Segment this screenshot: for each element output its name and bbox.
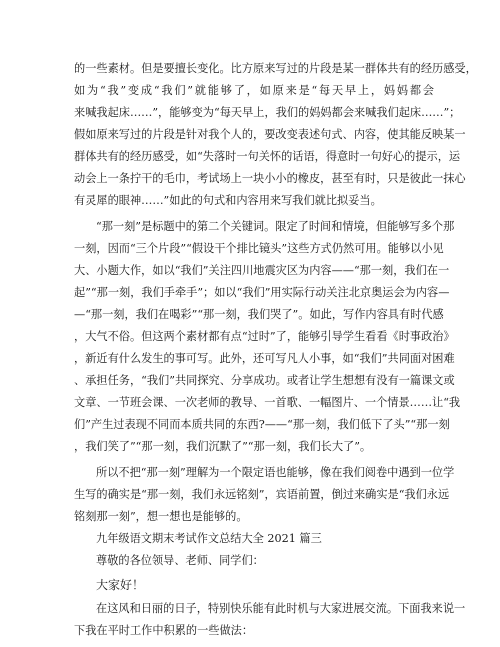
text-line: 、承担任务，“我们”共同探究、分享成功。或者让学生想想有没有一篇课文或 <box>74 374 455 387</box>
text-line: ，大气不俗。但这两个素材都有点“过时”了，能够引导学生看看《时事政治》 <box>74 330 455 343</box>
text-line: 铭刻那一刻”，想一想也是能够的。 <box>74 510 248 523</box>
text-line: 所以不把“那一刻”理解为一个限定语也能够，像在我们阅卷中遇到一位学 <box>96 466 455 479</box>
text-line: 有灵犀的眼神……”如此的句式和内容用来写我们就比拟妥当。 <box>74 194 382 207</box>
text-line: 生写的确实是“那一刻，我们永远铭刻”，宾语前置，倒过来确实是“我们永远 <box>74 488 450 501</box>
text-line: 文章、一节班会课、一次老师的教导、一首歌、一幅图片、一个情景……让“我 <box>74 396 461 409</box>
salutation: 尊敬的各位领导、老师、同学们： <box>96 554 264 567</box>
text-line: 来喊我起床……”，能够变为“每天早上，我们的妈妈都会来喊我们起床……”； <box>74 106 461 119</box>
text-line: 下我在平时工作中积累的一些做法： <box>74 624 254 637</box>
text-line: 一刻，因而“三个片段”“假设干个排比镜头”这些方式仍然可用。能够以小见 <box>74 242 444 255</box>
text-line: 们”产生过表现不同而本质共同的东西?——“那一刻，我们低下了头”“那一刻 <box>74 418 450 431</box>
text-line: ，新近有什么发生的事可写。此外，还可写凡人小事，如“我们”共同面对困难 <box>74 352 455 365</box>
text-line: “那一刻”是标题中的第二个关键词。限定了时间和情境，但能够写多个那 <box>96 220 455 233</box>
text-line: ，我们笑了”“那一刻，我们沉默了”“那一刻，我们长大了”。 <box>74 440 372 453</box>
text-line: 大、小题大作，如以“我们”关注四川地震灾区为内容——“那一刻，我们在一 <box>74 264 450 277</box>
text-line: 群体共有的经历感受，如“失落时一句关怀的话语，得意时一句好心的提示，运 <box>74 150 461 163</box>
text-line: —“那一刻，我们在喝彩”“那一刻，我们哭了”。如此，写作内容具有时代感 <box>74 308 444 321</box>
text-line: 的一些素材。但是要擅长变化。比方原来写过的片段是某一群体共有的经历感受， <box>74 62 477 75</box>
text-line: 在这风和日丽的日子，特别快乐能有此时机与大家进展交流。下面我来说一 <box>96 602 466 615</box>
greeting: 大家好！ <box>96 578 145 592</box>
text-line: 假如原来写过的片段是针对我个人的，要改变表述句式、内容，使其能反映某一 <box>74 128 466 141</box>
section-heading: 九年级语文期末考试作文总结大全 2021 篇三 <box>96 532 322 545</box>
text-line: 动会上一条拧干的毛巾，考试场上一块小小的橡皮，甚至有时，只是彼此一抹心 <box>74 172 466 185</box>
text-line: 起”“那一刻，我们手牵手”；如以“我们”用实际行动关注北京奥运会为内容— <box>74 286 450 299</box>
text-line: 如为“我”变成“我们”就能够了，如原来是“每天早上，妈妈都会 <box>74 84 434 97</box>
